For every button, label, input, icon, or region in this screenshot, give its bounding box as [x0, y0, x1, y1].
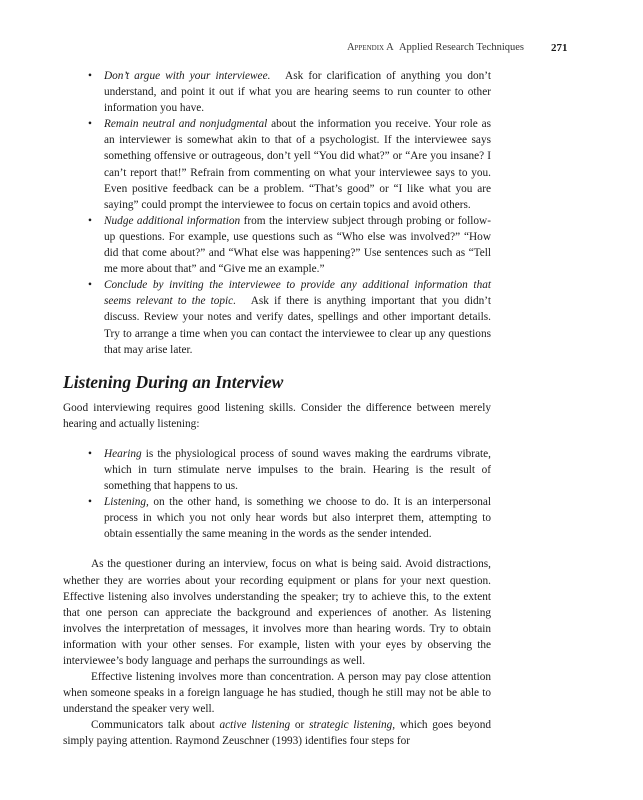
bullet-icon [88, 277, 92, 293]
item-lead: Remain neutral and nonjudgmental [104, 118, 268, 131]
item-text: Ask for clarification of anything you don’t understand, and point it out if what you are hearing seems to run counter to other information you have. [104, 70, 491, 115]
item-text: from the interview subject through probing or follow-up questions. For example, use questions such as “Who else was involved?” “How did that come about?” and “What else was happening?” Use sentences such as “Tell me more about that” and “Give me an example.” [104, 214, 491, 276]
body-paragraph [63, 717, 491, 749]
tips-list [63, 68, 491, 358]
term-active-listening: active listening [219, 719, 291, 732]
appendix-label: Appendix A [346, 42, 394, 53]
spacer [63, 542, 491, 556]
page-number: 271 [551, 42, 568, 54]
body-paragraph: Effective listening involves more than concentration. A person may pay close attention when someone speaks in a foreign language he has studied, though he still may not be able to understand the speaker very well. [63, 671, 491, 716]
paragraph-text: or [294, 719, 305, 732]
item-text: about the information you receive. Your role as an interviewer is somewhat akin to that of a psychologist. If the interviewee says something offensive or outrageous, don’t yell “You did what?” or “Are you insane? I can’t report that!” Refrain from commenting on what your interviewee says to you. Even positive feedback can be a problem. “That’s good” or “I like what you are saying” could prompt the interviewee to focus on certain topics and avoid others. [104, 118, 491, 211]
list-item [63, 277, 491, 357]
item-text: on the other hand, is something we choose to do. It is an interpersonal process in which you not only hear words but also interpret them, attempting to obtain essentially the same meaning in the words as the sender intended. [104, 496, 491, 541]
running-header [0, 42, 643, 58]
paragraph-text: which goes beyond simply paying attention. Raymond Zeuschner (1993) identifies four steps for [63, 719, 491, 748]
intro-paragraph: Good interviewing requires good listening skills. Consider the difference between merely hearing and actually listening: [63, 401, 491, 430]
section-title: Applied Research Techniques [398, 42, 524, 53]
item-lead: Don’t argue with your interviewee. [104, 70, 271, 82]
item-lead: Hearing [104, 447, 142, 460]
item-lead: Listening, [104, 496, 149, 509]
listening-list [63, 446, 491, 543]
list-item [63, 68, 491, 116]
item-lead: Conclude by inviting the interviewee to provide any additional information that seems relevant to the topic. [104, 279, 491, 308]
page-body [63, 68, 491, 750]
term-strategic-listening: strategic listening, [309, 719, 396, 732]
paragraph-text: Communicators talk about [91, 719, 215, 732]
spacer [63, 432, 491, 446]
bullet-icon [88, 494, 92, 510]
bullet-icon [88, 213, 92, 229]
item-text: Ask if there is anything important that you didn’t discuss. Review your notes and verify dates, spellings and other important details. Try to arrange a time when you can contact the interviewee to clear up any questions that may arise later. [104, 295, 491, 356]
list-item [63, 446, 491, 494]
list-item [63, 116, 491, 213]
bullet-icon [88, 446, 92, 462]
bullet-icon [88, 68, 92, 84]
list-item [63, 213, 491, 277]
list-item [63, 494, 491, 542]
bullet-icon [88, 116, 92, 132]
item-text: is the physiological process of sound waves making the eardrums vibrate, which in turn stimulate nerve impulses to the brain. Hearing is the result of something that happens to us. [104, 447, 492, 493]
item-lead: Nudge additional information [104, 214, 241, 227]
body-paragraph: As the questioner during an interview, focus on what is being said. Avoid distractions, whether they are worries about your recording equipment or plans for your next question. Effective listening also involves understanding the speaker; try to achieve this, to the extent that one person can appreciate the background and experiences of another. As listening involves the interpretation of messages, it involves more than hearing words. Try to obtain information with your other senses. For example, listen with your eyes by observing the interviewee’s body language and perhaps the surroundings as well. [63, 558, 491, 667]
running-head-title [347, 42, 524, 53]
section-heading: Listening During an Interview [63, 371, 284, 392]
